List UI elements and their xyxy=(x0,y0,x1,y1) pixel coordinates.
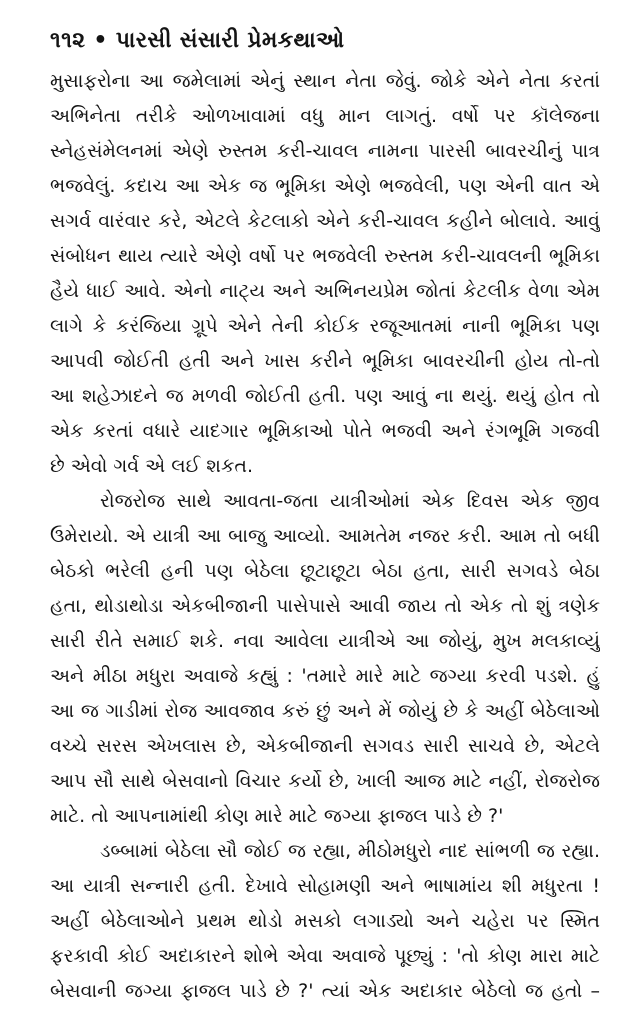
paragraph-2 xyxy=(50,484,600,834)
text-line: હૈયે ધાઈ આવે. એનો નાટ્ય અને અભિનયપ્રેમ જોતાં કેટલીક વેળા એમ xyxy=(50,280,600,302)
paragraph-1 xyxy=(50,64,600,484)
text-line: લાગે કે કરંજિયા ગ્રૂપે એને તેની કોઈક રજૂઆતમાં નાની ભૂમિકા પણ xyxy=(50,315,600,337)
running-header xyxy=(50,28,344,53)
text-line: વચ્ચે સરસ એખલાસ છે, એકબીજાની સગવડ સારી સાચવે છે, એટલે xyxy=(50,735,600,757)
text-line: આપવી જોઈતી હતી અને ખાસ કરીને ભૂમિકા બાવરચીની હોય તો-તો xyxy=(50,350,600,372)
text-line: માટે. તો આપનામાંથી કોણ મારે માટે જગ્યા ફાજલ પાડે છે ?' xyxy=(50,805,504,827)
book-title: પારસી સંસારી પ્રેમકથાઓ xyxy=(115,28,345,53)
text-line: બેસવાની જગ્યા ફાજલ પાડે છે ?' ત્યાં એક અદાકાર બેઠેલો જ હતો – xyxy=(50,980,600,1002)
header-bullet: • xyxy=(93,28,108,53)
text-line: સંબોધન થાય ત્યારે એણે વર્ષો પર ભજવેલી રુસ્તમ કરી-ચાવલની ભૂમિકા xyxy=(50,245,600,267)
text-line: છે એવો ગર્વ એ લઈ શકત. xyxy=(50,455,254,477)
text-line: બેઠકો ભરેલી હની પણ બેઠેલા છૂટાછૂટા બેઠા હતા, સારી સગવડે બેઠા xyxy=(50,560,600,582)
text-line: આ જ ગાડીમાં રોજ આવજાવ કરું છું અને મેં જોયું છે કે અહીં બેઠેલાઓ xyxy=(50,700,600,722)
text-line: આ યાત્રી સન્નારી હતી. દેખાવે સોહામણી અને ભાષામાંય શી મધુરતા ! xyxy=(50,875,600,897)
body-text xyxy=(50,64,600,1009)
text-line: હતા, થોડાથોડા એકબીજાની પાસેપાસે આવી જાય તો એક તો શું ત્રણેક xyxy=(50,595,600,617)
text-line: સારી રીતે સમાઈ શકે. નવા આવેલા યાત્રીએ આ જોયું, મુખ મલકાવ્યું xyxy=(50,630,600,652)
text-line: અને મીઠા મધુરા અવાજે કહ્યું : 'તમારે મારે માટે જગ્યા કરવી પડશે. હું xyxy=(50,665,600,687)
text-line: સગર્વ વારંવાર કરે, એટલે કેટલાકો એને કરી-ચાવલ કહીને બોલાવે. આવું xyxy=(50,210,600,232)
text-line: અભિનેતા તરીકે ઓળખાવામાં વધુ માન લાગતું. વર્ષો પર કૉલેજના xyxy=(50,105,600,127)
text-line: આપ સૌ સાથે બેસવાનો વિચાર કર્યો છે, ખાલી આજ માટે નહીં, રોજરોજ xyxy=(50,770,600,792)
text-line: એક કરતાં વધારે યાદગાર ભૂમિકાઓ પોતે ભજવી અને રંગભૂમિ ગજવી xyxy=(50,420,600,442)
text-line: ફરકાવી કોઈ અદાકારને શોભે એવા અવાજે પૂછ્યું : 'તો કોણ મારા માટે xyxy=(50,945,600,967)
text-line: ઉમેરાયો. એ યાત્રી આ બાજુ આવ્યો. આમતેમ નજર કરી. આમ તો બધી xyxy=(50,525,600,547)
text-line: મુસાફરોના આ જમેલામાં એનું સ્થાન નેતા જેવું. જોકે એને નેતા કરતાં xyxy=(50,70,600,92)
text-line: ડબ્બામાં બેઠેલા સૌ જોઈ જ રહ્યા, મીઠોમધુરો નાદ સાંભળી જ રહ્યા. xyxy=(100,840,600,862)
text-line: રોજરોજ સાથે આવતા-જતા યાત્રીઓમાં એક દિવસ એક જીવ xyxy=(100,490,600,512)
page-number: ૧૧૨ xyxy=(50,28,86,53)
text-line: આ શહેઝાદને જ મળવી જોઈતી હતી. પણ આવું ના થયું. થયું હોત તો xyxy=(50,385,600,407)
paragraph-3 xyxy=(50,834,600,1009)
text-line: સ્નેહસંમેલનમાં એણે રુસ્તમ કરી-ચાવલ નામના પારસી બાવરચીનું પાત્ર xyxy=(50,140,600,162)
text-line: ભજવેલું. કદાચ આ એક જ ભૂમિકા એણે ભજવેલી, પણ એની વાત એ xyxy=(50,175,600,197)
text-line: અહીં બેઠેલાઓને પ્રથમ થોડો મસકો લગાડ્યો અને ચહેરા પર સ્મિત xyxy=(50,910,600,932)
